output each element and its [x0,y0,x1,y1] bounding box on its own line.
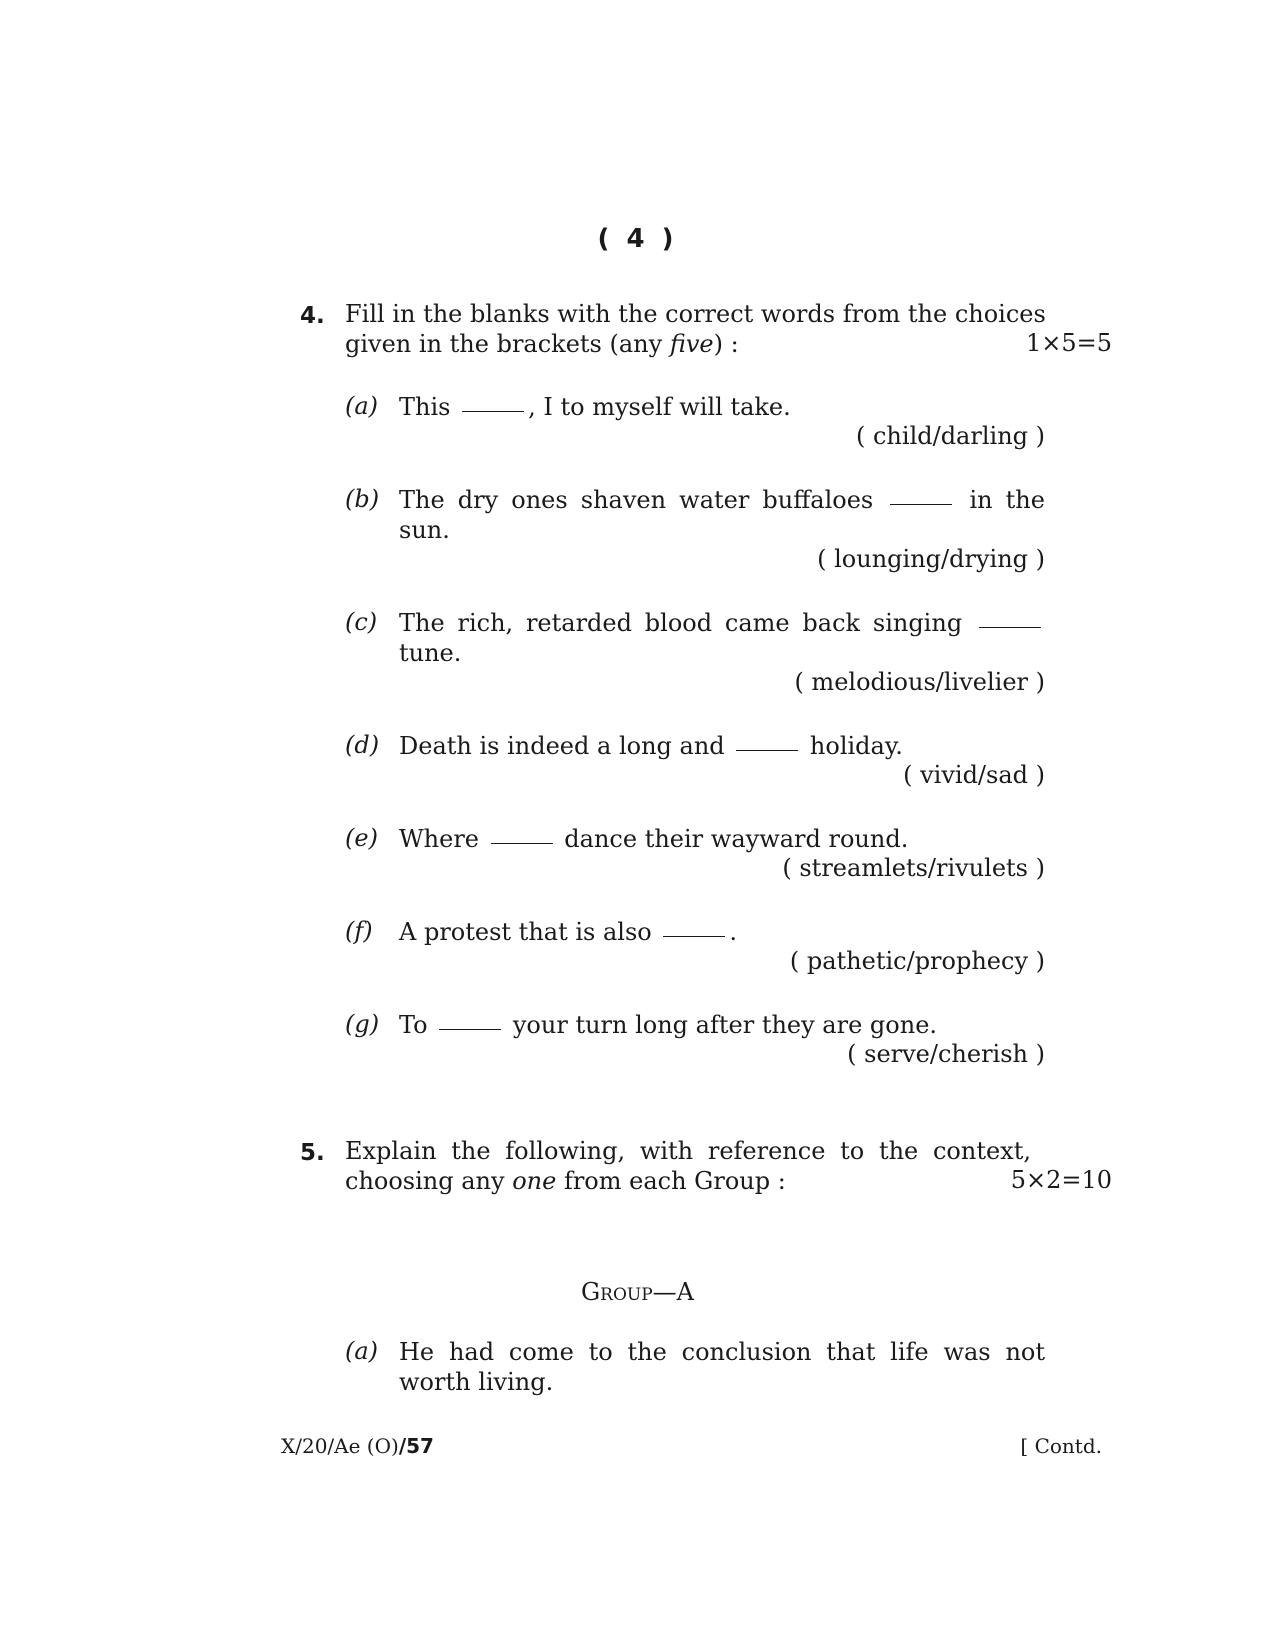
blank-4d[interactable] [736,750,798,751]
paper-code: X/20/Ae (O)/57 [281,1434,434,1458]
item-4a-choices: ( child/darling ) [856,422,1045,450]
blank-4b[interactable] [890,504,952,505]
item-4b-text-cont: sun. [399,516,450,544]
page-number: ( 4 ) [597,224,678,254]
item-4b-text: The dry ones shaven water buffaloes in the [399,486,1045,514]
item-4d-text: Death is indeed a long and holiday. [399,732,903,760]
item-4f-label: (f) [345,917,373,945]
item-4c-choices: ( melodious/livelier ) [794,668,1045,696]
item-4e-choices: ( streamlets/rivulets ) [782,854,1045,882]
blank-4f[interactable] [663,936,725,937]
item-5a-label: (a) [345,1337,379,1365]
item-4d-choices: ( vivid/sad ) [903,761,1045,789]
item-5a-line-2: worth living. [399,1368,554,1396]
item-4c-text-cont: tune. [399,639,462,667]
item-4g-choices: ( serve/cherish ) [847,1040,1045,1068]
item-4c-label: (c) [345,608,378,636]
item-4f-choices: ( pathetic/prophecy ) [789,947,1045,975]
item-5a-line-1: He had come to the conclusion that life was not [399,1338,1045,1366]
item-4d-label: (d) [345,731,380,759]
blank-4a[interactable] [462,411,524,412]
item-4f-text: A protest that is also . [399,918,738,946]
item-4b-label: (b) [345,485,380,513]
question-4-line-2: given in the brackets (any five) : [345,330,739,358]
blank-4c[interactable] [979,627,1041,628]
item-4g-label: (g) [345,1010,380,1038]
item-4e-text: Where dance their wayward round. [399,825,909,853]
question-5-line-2: choosing any one from each Group : [345,1167,786,1195]
item-4c-text: The rich, retarded blood came back singing [399,608,1045,639]
question-4-number: 4. [300,303,325,329]
continued-marker: [ Contd. [1020,1434,1102,1458]
item-4b-choices: ( lounging/drying ) [817,545,1045,573]
question-5-marks: 5×2=10 [1010,1166,1112,1194]
item-4a-text: This , I to myself will take. [399,393,791,421]
question-5-number: 5. [300,1140,325,1166]
blank-4e[interactable] [491,843,553,844]
group-a-heading: Group—A [580,1278,694,1306]
item-4g-text: To your turn long after they are gone. [399,1011,938,1039]
blank-4g[interactable] [439,1029,501,1030]
item-4e-label: (e) [345,824,378,852]
question-4-marks: 1×5=5 [1025,329,1112,357]
question-5-line-1: Explain the following, with reference to the context, [345,1137,1031,1165]
question-4-line-1: Fill in the blanks with the correct words from the choices [345,300,1046,328]
item-4a-label: (a) [345,392,379,420]
